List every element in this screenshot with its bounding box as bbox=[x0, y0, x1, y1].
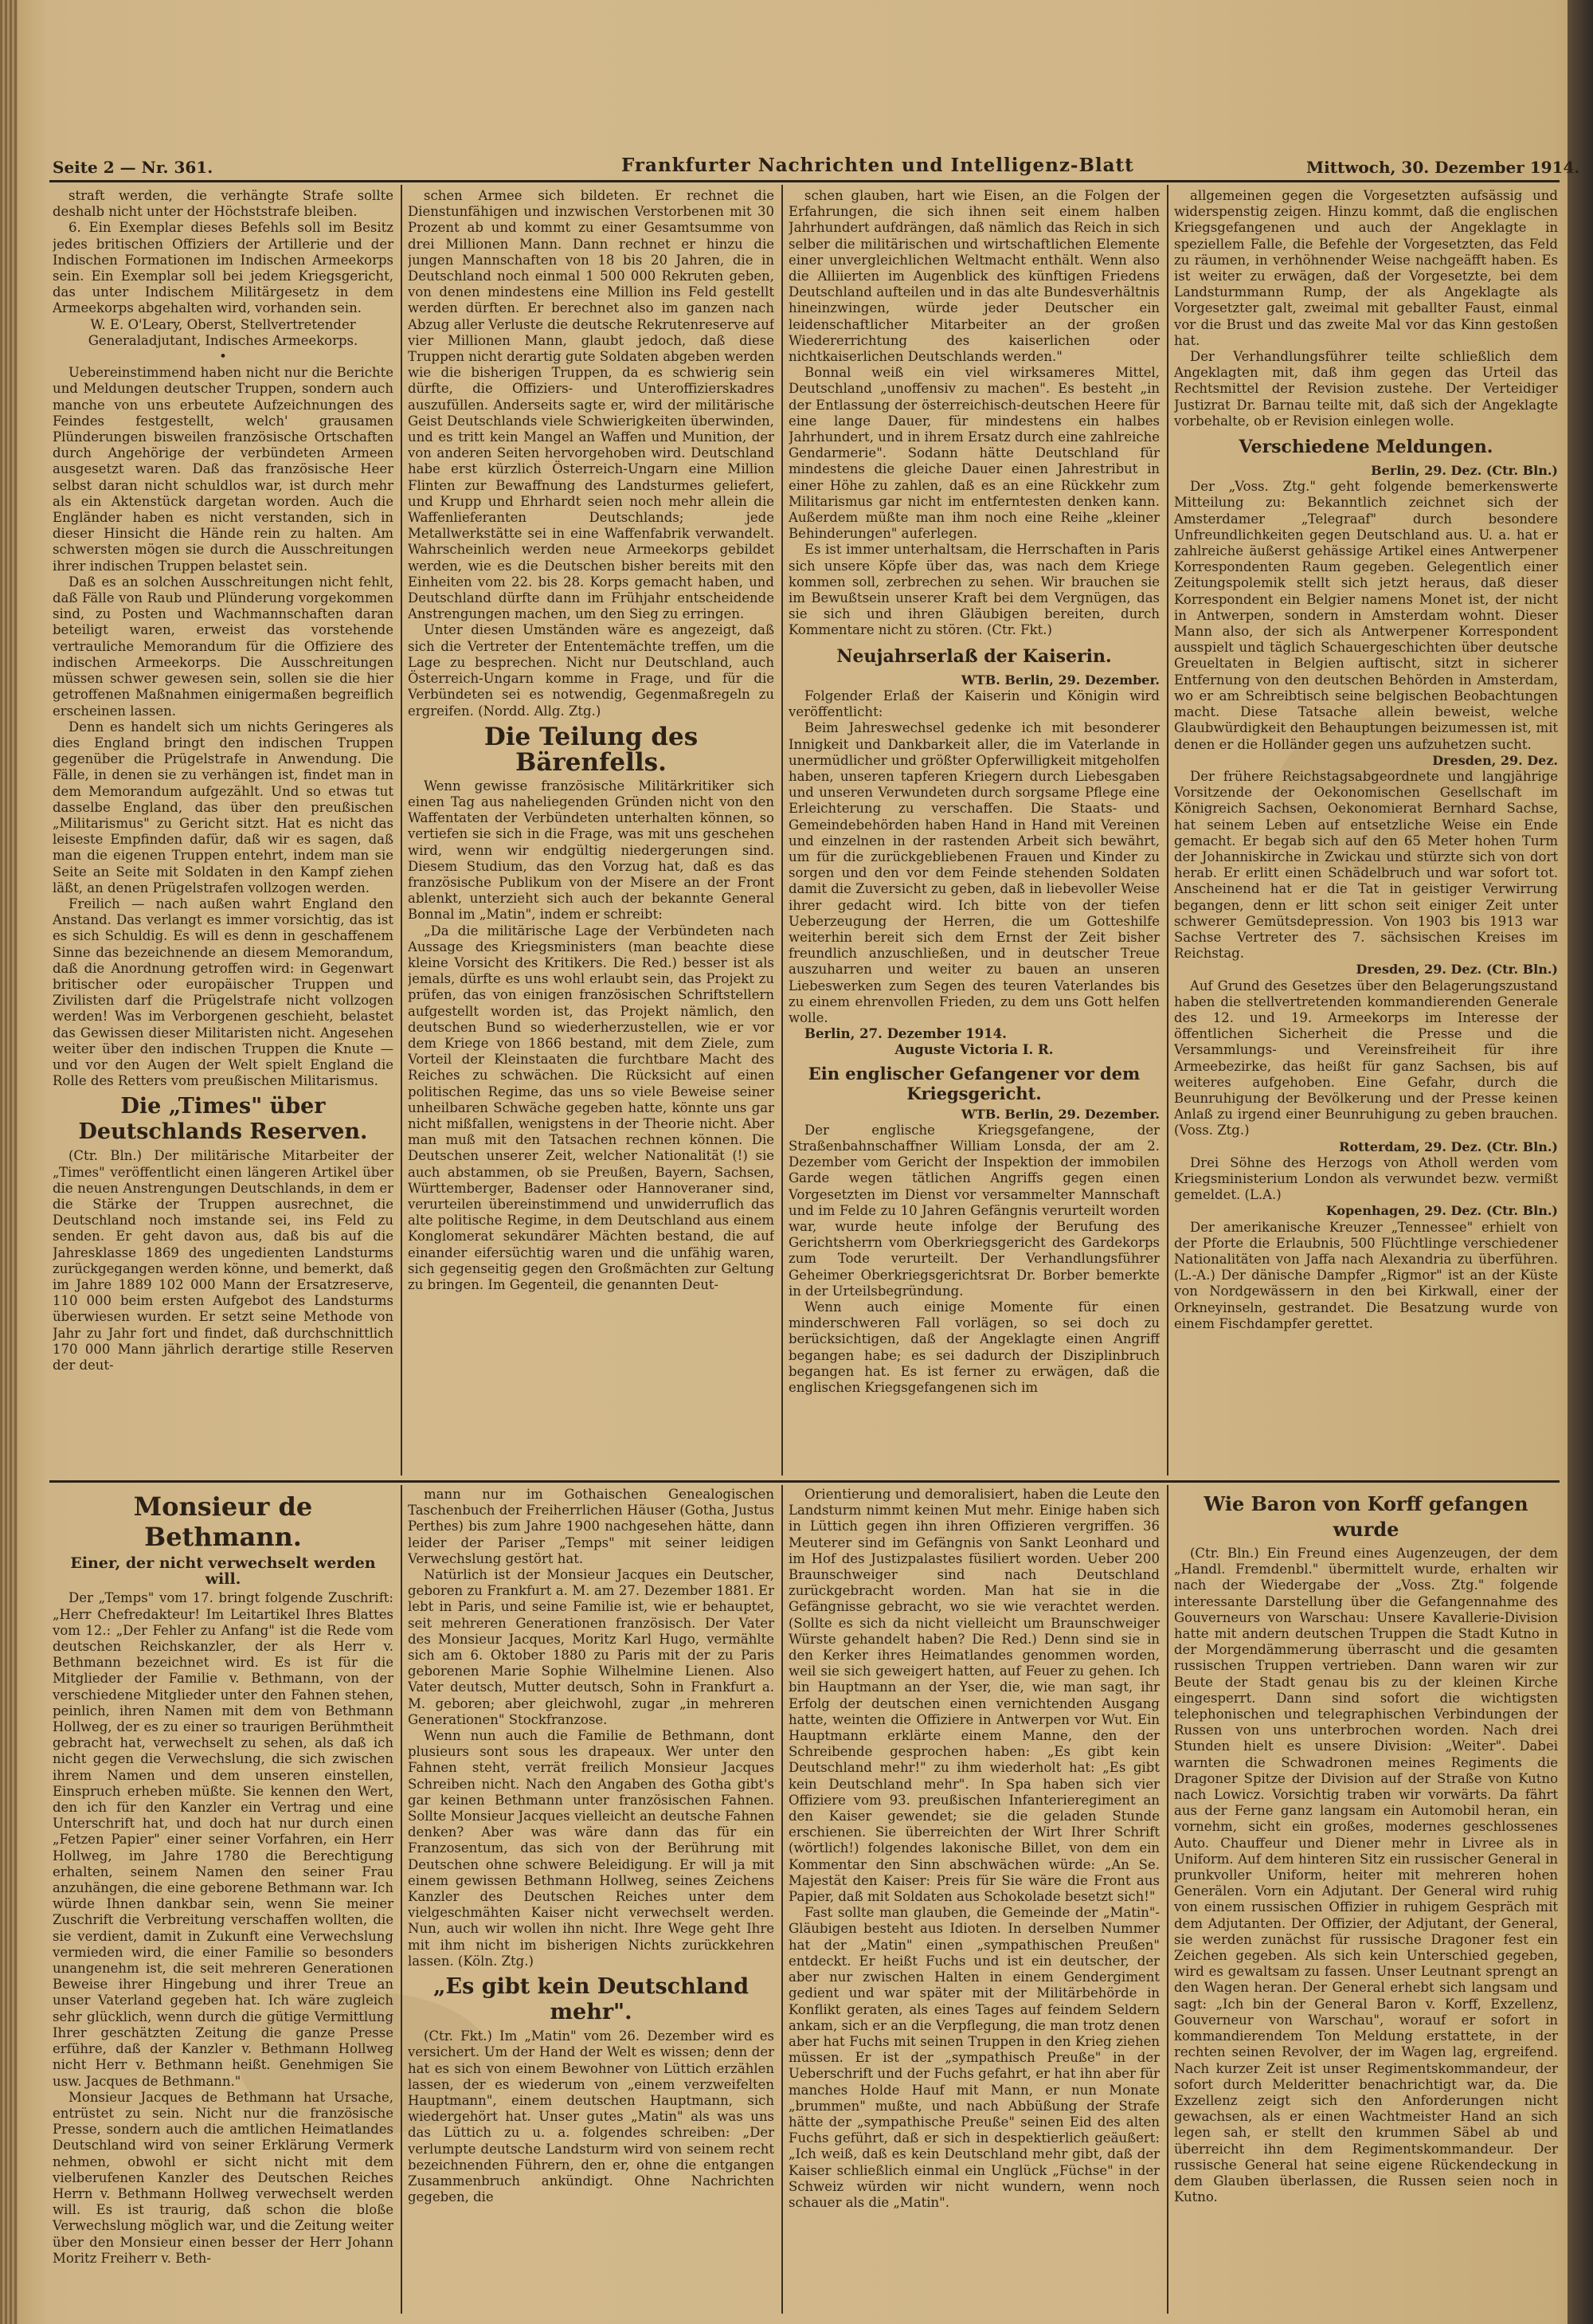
paragraph: Orientierung und demoralisiert, haben die Leute den Landsturm nimmt keinen Mut mehr. Einige haben sich in Lüttich gegen ihn ihren Offizieren vergriffen. 36 Meuterer sind im Gefängnis von Sankt Leonhard und im Hof des Justizpalastes füsiliert worden. Ueber 200 Braunschweiger sind nach Deutschland zurückgebracht worden. Man hat sie in die Gefängnisse gebracht, wo sie wie verachtet werden. (Sollte es sich da nicht vielleicht um Braunschweiger Würste gehandelt haben? Die Red.) Denn sind sie in den Kerker ihres Heimatlandes genommen worden, weil sie sich geweigert hatten, auf Feuer zu gehen. Ich bin Hauptmann an der Yser, die, wie man sagt, ihr Erfolg der deutschen einen vernichtenden Ausgang hatte, weinten die Offiziere in Antwerpen vor Wut. Ein Hauptmann erklärte einem Manne, den der Schreibende gesprochen haben: „Es gibt kein Deutschland mehr!" zu ihm wiederholt hat: „Es gibt kein Deutschland mehr". In Spa haben sich vier Offiziere vom 93. preußischen Infanterieregiment an den Kaiser gewendet; sie die geladen Stunde erschienen. Sie überreichten der Wirt Ihrer Schrift (wörtlich!) folgendes lakonische Billet, von dem ein Kommentar den Sinn abschwächen würde: „An Se. Majestät den Kaiser: Preis für Sie wäre die Front aus Papier, daß mit Soldaten aus Schokolade besetzt sich!" bbox=[789, 1487, 1160, 1905]
column-divider bbox=[1167, 185, 1168, 1476]
paragraph: Daß es an solchen Ausschreitungen nicht fehlt, daß Fälle von Raub und Plünderung vorgekommen sind, zu Posten und Wachmannschaften daran beteiligt waren, erweist das vorstehende vertrauliche Memorandum für die Offiziere des indischen Armeekorps. Die Ausschreitungen müssen schwer gewesen sein, sollen sie die hier getroffenen Maßnahmen einigermaßen begreiflich erscheinen lassen. bbox=[53, 574, 393, 719]
paragraph: Fast sollte man glauben, die Gemeinde der „Matin"-Gläubigen besteht aus Idioten. In derselben Nummer hat der „Matin" einen „sympathischen Preußen" entdeckt. Er heißt Fuchs und ist ein deutscher, der aber nur zwischen Halten in einem Gendergiment gedient und war später mit der Militärbehörde in Konflikt geraten, als eines Tages auf feindem Seldern ankam, sich er an die Verpflegung, die man trotz denen aber hat Fuchs mit seinen Truppen in den Krieg ziehen müssen. Er ist der „sympathisch Preuße" in der Ueberschrift und der Fuchs gefahrt, er hat ihn aber für manches Holde Hauf mit Mann, er nun Monate „brummen" mußte, und nach Abbüßung der Strafe hätte der „sympathische Preuße" seinen Eid des alten Fuchs geführt, daß er sich in despektierlich geäußert: „Ich weiß, daß es kein Deutschland mehr gibt, daß der Kaiser schließlich einmal ein Unglück „Füchse" in der Schweiz würden wir nicht wundern, wenn noch schauer als die „Matin". bbox=[789, 1905, 1160, 2210]
column-divider bbox=[401, 1485, 402, 2314]
bottom-column-4 bbox=[1174, 1487, 1558, 2315]
article-headline: Monsieur de Bethmann. bbox=[133, 1491, 313, 1552]
column-divider bbox=[781, 185, 783, 1476]
header-rule bbox=[49, 180, 1560, 182]
article-headline: Die „Times" über Deutschlands Reserven. bbox=[78, 1094, 368, 1145]
paragraph: Monsieur Jacques de Bethmann hat Ursache, entrüstet zu sein. Nicht nur die französische Presse, sondern auch die amtlichen Heimatlandes Deutschland wird von seiner Erklärung Vermerk nehmen, obwohl er sicht nicht mit dem vielberufenen Kanzler des Deutschen Reiches Herrn v. Bethmann Hollweg verwechselt werden will. Es ist traurig, daß schon die bloße Verwechslung möglich war, und die Zeitung weiter über den Monsieur einen besser der Herr Johann Moritz Freiherr v. Beth- bbox=[53, 2089, 393, 2266]
column-divider bbox=[1167, 1485, 1168, 2314]
article-headline: Verschiedene Meldungen. bbox=[1239, 437, 1493, 458]
adjacent-page-edge bbox=[1568, 0, 1593, 2324]
paragraph: (Ctr. Bln.) Ein Freund eines Augenzeugen, der dem „Handl. Fremdenbl." übermittelt wurde, erhalten wir nach der Wiedergabe der „Voss. Ztg." folgende interessante Darstellung über die Gefangennahme des Gouverneurs von Warschau: Unsere Kavallerie-Division hatte mit andern deutschen Truppen die Stadt Kutno in der Morgendämmerung überrascht und die gesamten russischen Truppen vertrieben. Dann waren wir zur Beute der Stadt genau bis zu der kleinen Kirche eingesperrt. Dann sind sofort die wichtigsten telephonischen und telegraphischen Verbindungen der Russen von uns unterbrochen worden. Nach drei Stunden hielt es unsere Division: „Weiter". Dabei warnten die Schwadronen meines Regiments die Dragoner Spitze der Division auf der Straße von Kutno nach Lowicz. Vorsichtig traben wir vorwärts. Da fährt aus der Ferne ganz langsam ein Automobil heran, ein vornehm, sicht ein großes, modernes geschlossenes Auto. Chauffeur und Diener mehr in Livree als in Uniform. Auf dem hinteren Sitz ein russischer General in prunkvoller Uniform, heiter mit mehreren hohen Generälen. Vorn ein Adjutant. Der General wird ruhig von einem russischen Offizier in ruhigem Gespräch mit dem Adjutanten. Der Offizier, der Adjutant, der General, sie werden zunächst für russische Dragoner fest ein Zeichen gegeben. Als sich kein Unterschied gegeben, wird es gewaltsam zu fassen. Unser Leutnant sprengt an den Wagen heran. Der General erhebt sich langsam und sagt: „Ich bin der General Baron v. Korff, Exzellenz, Gouverneur von Warschau", worauf er sofort in kommandierendem Ton Meldung erstattete, in der rechten seinen Revolver, der im Wagen lag, ergreifend. Nach kurzer Zeit ist unser Regimentskommandeur, der sofort durch Melderitter benachrichtigt war, da. Die Exzellenz zeigt sich den Anforderungen nicht gewachsen, als er einen Wachtmeister Hand an sich legen sah, er stellt den krummen Säbel ab und überreicht ihn dem Regimentskommandeur. Der russische General hat seine eigene Rückendeckung in dem Glauben überlassen, die Russen seien noch in Kutno. bbox=[1174, 1546, 1558, 2205]
bottom-column-3 bbox=[789, 1487, 1160, 2315]
page-binding bbox=[0, 0, 18, 2324]
news-item: Auf Grund des Gesetzes über den Belagerungszustand haben die stellvertretenden kommandierenden Generale des 12. und 19. Armeekorps im Interesse der öffentlichen Sicherheit die Presse und die Versammlungs- und Vereinsfreiheit für ihre Armeebezirke, das heißt für ganz Sachsen, bis auf weiteres aufgehoben. Eine Gefahr, durch die Beunruhigung der Bevölkerung und der Presse keinen Anlaß zu irgend einer Beunruhigung zu geben brauchen. (Voss. Ztg.) bbox=[1174, 978, 1558, 1138]
paragraph: Der englische Kriegsgefangene, der Straßenbahnschaffner William Lonsda, der am 2. Dezember vom Gericht der Inspektion der immobilen Garde wegen tätlichen Angriffs gegen einen Vorgesetzten im Dienst vor versammelter Mannschaft und im Felde zu 10 Jahren Gefängnis verurteilt worden war, wurde heute infolge der Berufung des Gerichtsherrn vom Oberkriegsgericht des Gardekorps zum Tode verurteilt. Der Verhandlungsführer Geheimer Oberkriegsgerichtsrat Dr. Borber bemerkte in der Urteilsbegründung. bbox=[789, 1122, 1160, 1299]
article-headline: Ein englischer Gefangener vor dem Kriegsgericht. bbox=[808, 1063, 1141, 1103]
article-headline: Die Teilung des Bärenfells. bbox=[483, 722, 699, 777]
column-divider bbox=[781, 1485, 783, 2314]
signature: Auguste Victoria I. R. bbox=[894, 1042, 1054, 1058]
paragraph: Der „Temps" vom 17. bringt folgende Zuschrift: „Herr Chefredakteur! Im Leitartikel Ihres Blattes vom 12.: „Der Fehler zu Anfang" ist die Rede vom deutschen Reichskanzler, der als Herr v. Bethmann bezeichnet wird. Es ist für die Mitglieder der Familie v. Bethmann, von der verschiedene Mitglieder unter den Fahnen stehen, peinlich, ihren Namen mit dem von Bethmann Hollweg, der es zu einer so traurigen Berühmtheit gebracht hat, verwechselt zu sehen, als daß ich nicht gegen die Verwechslung, die sich zwischen ihrem Namen und dem unseren einstellen, Einspruch erheben müßte. Sie kennen den Wert, den ich für den Kanzler ein Vertrag und eine Unterschrift hat, und doch hat nur durch einen „Fetzen Papier" einer seiner Vorfahren, ein Herr Hollweg, im Jahre 1780 die Berechtigung erhalten, seinem Namen den seiner Frau anzuhängen, die eine geborene Bethmann war. Ich würde Ihnen dankbar sein, wenn Sie meiner Zuschrift die Verbreitung verschaffen wollten, die sie verdient, damit in Zukunft eine Verwechslung vermieden wird, die einer Familie so besonders unangenehm ist, die seit mehreren Generationen Beweise ihrer Hingebung und ihrer Treue an unser Vaterland gegeben hat. Ich wäre zugleich sehr glücklich, wenn durch die gütige Vermittlung Ihrer geschätzten Zeitung die ganze Presse erführe, daß der Kanzler v. Bethmann Hollweg nicht Herr v. Bethmann heißt. Genehmigen Sie usw. Jacques de Bethmann." bbox=[53, 1590, 393, 2089]
page-number: Seite 2 — Nr. 361. bbox=[53, 158, 213, 177]
separator: • bbox=[219, 349, 227, 365]
bottom-column-2 bbox=[408, 1487, 774, 2315]
news-item: Der amerikanische Kreuzer „Tennessee" erhielt von der Pforte die Erlaubnis, 500 Flüchtlinge verschiedener Nationalitäten von Jaffa nach Alexandria zu überführen. (L.-A.) Der dänische Dampfer „Rigmor" ist an der Küste von Nordgewässern in den bei Kirkwall, einer der Orkneyinseln, gestrandet. Die Besatzung wurde von einem Fischdampfer gerettet. bbox=[1174, 1219, 1558, 1331]
dateline: Kopenhagen, 29. Dez. (Ctr. Bln.) bbox=[1325, 1203, 1558, 1219]
signature: W. E. O'Leary, Oberst, Stellvertretender Generaladjutant, Indisches Armeekorps. bbox=[88, 316, 358, 348]
column-2 bbox=[408, 188, 774, 1472]
paragraph: 6. Ein Exemplar dieses Befehls soll im Besitz jedes britischen Offiziers der Artillerie und der Indischen Formationen im Indischen Armeekorps sein. Ein Exemplar soll bei jedem Kriegsgericht, das unter Indischem Militärgesetz in dem Armeekorps abgehalten wird, vorhanden sein. bbox=[53, 220, 393, 316]
dateline: Berlin, 29. Dez. (Ctr. Bln.) bbox=[1371, 463, 1558, 479]
paragraph: Natürlich ist der Monsieur Jacques ein Deutscher, geboren zu Frankfurt a. M. am 27. Dezember 1881. Er lebt in Paris, und seine Familie ist, wie er behauptet, seit mehreren Generationen französisch. Der Vater des Monsieur Jacques, Moritz Karl Hugo, vermählte sich am 6. Oktober 1880 zu Paris mit der zu Paris geborenen Marie Sophie Wilhelmine Lienen. Also Vater deutsch, Mutter deutsch, Sohn in Frankfurt a. M. geboren; aber gleichwohl, zugar „in mehreren Generationen" Stockfranzose. bbox=[408, 1567, 774, 1727]
news-item: Der „Voss. Ztg." geht folgende bemerkenswerte Mitteilung zu: Bekanntlich zeichnet sich der Amsterdamer „Telegraaf" durch besondere Unfreundlichkeiten gegen Deutschland aus. U. a. hat er zahlreiche äußerst gehässige Artikel eines Antwerpener Korrespondenten Raum gegeben. Gelegentlich einer Zeitungspolemik stellt sich jetzt heraus, daß dieser Korrespondent ein Belgier namens Monet ist, der nicht in Antwerpen, sondern in Amsterdam wohnt. Dieser Mann also, der sich als Antwerpener Korrespondent ausspielt und täglich Schauergeschichten über deutsche Greueltaten in Belgien auftischt, sitzt in sicherer Entfernung von den deutschen Behörden in Amsterdam, wo er am Schreibtisch seine belgischen Beobachtungen macht. Diese Tatsache allein beweist, welche Glaubwürdigkeit den Behauptungen beizumessen ist, mit denen er die Holländer gegen uns aufzuhetzen sucht. bbox=[1174, 479, 1558, 752]
paragraph: (Ctr. Fkt.) Im „Matin" vom 26. Dezember wird es versichert. Um der Hand der Welt es wissen; denn der hat es sich von einem Bewohner von Lüttich erzählen lassen, der es wiederum von „einem verzweifelten Hauptmann", einem deutschen Hauptmann, sich wiedergehört hat. Unser gutes „Matin" als was uns das Lüttich zu u. a. folgendes schreiben: „Der verlumpte deutsche Landsturm wird von seinem recht bezeichnenden Führern, den er, ohne die entgangen Zusammenbruch ankündigt. Ohne Nachrichten gegeben, die bbox=[408, 2028, 774, 2205]
paragraph: Freilich — nach außen wahrt England den Anstand. Das verlangt es immer vorsichtig, das ist es sich Schuldig. Es will es denn in geschaffenem Sinne das bezeichnende an diesem Memorandum, daß die Anordnung getroffen wird: in Gegenwart britischer oder europäischer Truppen und Zivilisten darf die Prügelstrafe nicht vollzogen werden! Was im Verborgenen geschieht, belastet das Gewissen dieser Militaristen nicht. Angesehen weiter über den indischen Truppen die Knute — und vor den Augen der Welt spielt England die Rolle des Retters vom preußischen Militarismus. bbox=[53, 896, 393, 1089]
paragraph: mann nur im Gothaischen Genealogischen Taschenbuch der Freiherrlichen Häuser (Gotha, Justus Perthes) bis zum Jahre 1900 nachgesehen hätte, dann leider der Pariser „Temps" mit seiner leidigen Verwechslung gestört hat. bbox=[408, 1487, 774, 1566]
paragraph: Beim Jahreswechsel gedenke ich mit besonderer Innigkeit und Dankbarkeit aller, die im Vaterlande in unermüdlicher und größter Opferwilligkeit mitgeholfen haben, unseren tapferen Kriegern durch Liebesgaben und unseren Verwundeten durch sorgsame Pflege eine Erleichterung zu verschaffen. Die Staats- und Gemeindebehörden haben Hand in Hand mit Vereinen und einzelnen in der rastenden Arbeit sich bewährt, um für die zurückgebliebenen Frauen und Kinder zu sorgen und den vor dem Feinde stehenden Soldaten damit die Zuversicht zu geben, daß in liebevoller Weise ihrer gedacht wird. Ich bitte von der tiefen Ueberzeugung der Herren, die um Gotteshilfe weiterhin bereit sich dem Ernst der Zeit bisher freundlich anzuschließen, und in deutscher Treue auszuharren und weiter zu bauen an unseren Liebeswerken zum Segen des teuren Vaterlandes bis zu einem ehrenvollen Frieden, zu dem uns Gott helfen wolle. bbox=[789, 720, 1160, 1025]
dateline: Dresden, 29. Dez. bbox=[1432, 752, 1558, 768]
article-headline: Neujahrserlaß der Kaiserin. bbox=[836, 645, 1112, 667]
news-item: Drei Söhne des Herzogs von Atholl werden vom Kriegsministerium London als verwundet bezw. vermißt gemeldet. (L.A.) bbox=[1174, 1154, 1558, 1203]
article-headline: Wie Baron von Korff gefangen wurde bbox=[1204, 1492, 1528, 1541]
paragraph: Folgender Erlaß der Kaiserin und Königin wird veröffentlicht: bbox=[789, 688, 1160, 720]
place-date: Berlin, 27. Dezember 1914. bbox=[804, 1026, 1007, 1042]
dateline: WTB. Berlin, 29. Dezember. bbox=[961, 672, 1160, 688]
issue-date: Mittwoch, 30. Dezember 1914. bbox=[1306, 158, 1580, 177]
masthead-title: Frankfurter Nachrichten und Intelligenz-Blatt bbox=[621, 155, 1134, 176]
paragraph: schen Armee sich bildeten. Er rechnet die Dienstunfähigen und inzwischen Verstorbenen mit 30 Prozent ab und kommt zu einer Gesamtsumme von drei Millionen Mann. Dann rechnet er hinzu die jungen Mannschaften von 18 bis 20 Jahren, die in Deutschland noch einmal 1 500 000 Rekruten geben, von denen mindestens eine Million ins Feld gestellt werden dürften. Er berechnet also im ganzen nach Abzug aller Verluste die deutsche Rekrutenreserve auf vier Millionen Mann, glaubt jedoch, daß diese Truppen nicht derartig gute Soldaten abgeben werden wie die bisherigen Truppen, da es schwierig sein dürfte, die Offiziers- und Unteroffizierskadres auszufüllen. Anderseits sagte er, wird der militärische Geist Deutschlands viele Schwierigkeiten überwinden, und es tritt kein Mangel an Waffen und Munition, der von anderen Seiten hervorgehoben wird. Deutschland habe erst kürzlich Österreich-Ungarn eine Million Flinten zur Bewaffnung des Landsturmes geliefert, und Krupp und Ehrhardt seien noch mehr allein die Waffenlieferanten Deutschlands; jede Metallwerkstätte sei in eine Waffenfabrik verwandelt. Wahrscheinlich werden neue Armeekorps gebildet werden, wie es die Deutschen bisher bereits mit den Einheiten vom 22. bis 28. Korps gemacht haben, und Deutschland dürfte dann im Frühjahr entscheidende Anstrengungen machen, um den Sieg zu erringen. bbox=[408, 188, 774, 622]
article-headline: „Es gibt kein Deutschland mehr". bbox=[433, 1974, 749, 2025]
article-subheadline: Einer, der nicht verwechselt werden will. bbox=[70, 1554, 376, 1589]
section-rule bbox=[49, 1480, 1560, 1483]
paragraph: Wenn auch einige Momente für einen minderschweren Fall vorlägen, so sei doch zu berücksichtigen, daß der Angeklagte einen Angriff begangen habe; es sei dadurch der Disziplinbruch begangen hat. Es ist ferner zu erwägen, daß die englischen Kriegsgefangenen sich im bbox=[789, 1299, 1160, 1396]
paragraph: „Da die militärische Lage der Verbündeten nach Aussage des Kriegsministers (man beachte diese kleine Vorsicht des Kritikers. Die Red.) besser ist als jemals, dürfte es uns wohl erlaubt sein, das Projekt zu prüfen, das von einigen französischen Schriftstellern aufgestellt worden ist, das Projekt nämlich, den deutschen Bund so wiederherzustellen, wie er vor dem Kriege von 1866 bestand, mit dem Ziele, zum Vorteil der Kleinstaaten die furchtbare Macht des Reiches zu schwächen. Die Rücksicht auf einen politischen Regime, das uns so viele Beweise seiner unheilbaren Schwäche gegeben hatte, könnte uns gar nicht mißfallen, wenigstens in der Theorie nicht. Aber man muß mit den Tatsachen rechnen können. Die Deutschen unserer Zeit, welcher Nationalität (!) sie auch abstammen, ob sie Preußen, Bayern, Sachsen, Württemberger, Badenser oder Hannoveraner sind, verurteilen übereinstimmend und unwiderruflich das alte politische Regime, in dem Deutschland aus einem Konglomerat sekundärer Mächten bestand, die auf einander eifersüchtig waren und die unfähig waren, sich gegenseitig gegen den Großmächten zur Geltung zu bringen. Im Gegenteil, die genannten Deut- bbox=[408, 923, 774, 1292]
paragraph: Uebereinstimmend haben nicht nur die Berichte und Meldungen deutscher Truppen, sondern auch manche von uns erbeutete Aufzeichnungen des Feindes festgestellt, welch' grausamen Plünderungen bisweilen französische Ortschaften durch Angehörige der verbündeten Armeen ausgesetzt waren. Daß das französische Heer selbst daran nicht schuldlos war, ist durch mehr als ein Aktenstück dargetan worden. Auch die Engländer haben es nicht verstanden, sich in dieser Hinsicht die Hände rein zu halten. Am schwersten mögen sie durch die Ausschreitungen ihrer indischen Truppen belastet sein. bbox=[53, 365, 393, 574]
paragraph: Es ist immer unterhaltsam, die Herrschaften in Paris sich unsere Köpfe über das, was nach dem Kriege kommen soll, zerbrechen zu sehen. Wir brauchen sie im Bewußtsein unserer Kraft bei dem Vergnügen, das sie sich und ihren Gläubigen bereiten, durch Kommentare nicht zu stören. (Ctr. Fkt.) bbox=[789, 542, 1160, 638]
column-4 bbox=[1174, 188, 1558, 1472]
paragraph: Unter diesen Umständen wäre es angezeigt, daß sich die Vertreter der Ententemächte treffen, um die Lage zu besprechen. Nicht nur Deutschland, auch Österreich-Ungarn komme in Frage, und für die Verbündeten sei es notwendig, Gegenmaßregeln zu ergreifen. (Nordd. Allg. Ztg.) bbox=[408, 622, 774, 719]
paragraph: Wenn gewisse französische Militärkritiker sich einen Tag aus naheliegenden Gründen nicht von den Waffentaten der Verbündeten unterhalten können, so vertiefen sie sich in die Frage, was mit uns geschehen wird, wenn wir endgültig niedergerungen sind. Diesem Studium, das den Vorzug hat, daß es das französische Publikum von der Misere an der Front ablenkt, unterzieht sich auch der bekannte General Bonnal im „Matin", indem er schreibt: bbox=[408, 778, 774, 923]
paragraph: schen glauben, hart wie Eisen, an die Folgen der Erfahrungen, die sich ihnen seit einem halben Jahrhundert aufdrängen, daß nämlich das Reich in sich selber die militärischen und wirtschaftlichen Elemente einer unvergleichlichen Weltmacht enthält. Wenn also die Alliierten im Augenblick des künftigen Friedens Deutschland aufteilen und in das alte Bundesverhältnis hineinzwingen, würde jeder Deutscher ein leidenschaftlicher Mitarbeiter an der großen Wiedererrichtung des kaiserlichen oder nichtkaiserlichen Deutschlands werden." bbox=[789, 188, 1160, 365]
dateline: Rotterdam, 29. Dez. (Ctr. Bln.) bbox=[1339, 1138, 1558, 1154]
paragraph: (Ctr. Bln.) Der militärische Mitarbeiter der „Times" veröffentlicht einen längeren Artikel über die neuen Anstrengungen Deutschlands, in dem er die Stärke der Truppen ausrechnet, die Deutschland noch imstande sei, ins Feld zu senden. Er geht davon aus, daß bis auf die Jahresklasse 1869 des ungedienten Landsturms zurückgegangen werden könne, und bemerkt, daß im Jahre 1889 102 000 Mann der Ersatzreserve, 110 000 beim ersten Aufgebot des Landsturms überwiesen wurden. Er setzt seine Methode von Jahr zu Jahr fort und findet, daß durchschnittlich 170 000 Mann jährlich derartige stille Reserven der deut- bbox=[53, 1148, 393, 1374]
column-divider bbox=[401, 185, 402, 1476]
paragraph: Wenn nun auch die Familie de Bethmann, dont plusieurs sont sous les drapeaux. Wer unter den Fahnen steht, verrät freilich Monsieur Jacques Schreiben nicht. Nach den Angaben des Gotha gibt's gar keinen Bethmann unter französischen Fahnen. Sollte Monsieur Jacques vielleicht an deutsche Fahnen denken? Aber was wäre dann das für ein Franzosentum, das sich von der Berührung mit Deutschen ohne schwere Beleidigung. Er will ja mit einem gewissen Bethmann Hollweg, seines Zeichens Kanzler des Deutschen Reiches unter dem vielgeschmähten Kaiser nicht verwechselt werden. Nun, auch wir wollen ihn nicht. Ihre Wege geht Ihre mit ihm nicht im bisherigen Nichts zurückkehren lassen. (Köln. Ztg.) bbox=[408, 1728, 774, 1969]
dateline: WTB. Berlin, 29. Dezember. bbox=[961, 1106, 1160, 1122]
paragraph: straft werden, die verhängte Strafe sollte deshalb nicht unter der Höchststrafe bleiben. bbox=[53, 188, 393, 220]
dateline: Dresden, 29. Dez. (Ctr. Bln.) bbox=[1356, 962, 1558, 978]
news-item: Der frühere Reichstagsabgeordnete und langjährige Vorsitzende der Oekonomischen Gesellschaft im Königreich Sachsen, Oekonomierat Bernhard Sachse, hat seinem Leben auf entsetzliche Weise ein Ende gemacht. Er begab sich auf den 65 Meter hohen Turm der Johanniskirche in Zwickau und stürzte sich von dort herab. Er erlitt einen Schädelbruch und war sofort tot. Anscheinend hat er die Tat in geistiger Verwirrung begangen, denn er litt schon seit einiger Zeit unter schwerer Gemütsdepression. Von 1903 bis 1913 war Sachse Vertreter des 7. sächsischen Kreises im Reichstag. bbox=[1174, 768, 1558, 962]
paragraph: Bonnal weiß ein viel wirksameres Mittel, Deutschland „unoffensiv zu machen". Es besteht „in der Entlassung der österreichisch-deutschen Heere für eine lange Dauer, für mindestens ein halbes Jahrhundert, und in ihrem Ersatz durch eine zahlreiche Gendarmerie". Sodann hätte Deutschland für mindestens die gleiche Dauer einen Jahrestribut in einer Höhe zu zahlen, daß es an eine Rückkehr zum Militarismus gar nicht im entferntesten denken kann. Außerdem müßte man ihm noch eine Reihe „kleiner Behinderungen" auferlegen. bbox=[789, 365, 1160, 542]
paragraph: Denn es handelt sich um nichts Geringeres als dies England bringt den indischen Truppen gegenüber die Prügelstrafe in Anwendung. Die Fälle, in denen sie zu verhängen ist, findet man in dem Memorandum aufgezählt. Und so etwas tut dasselbe England, das über den preußischen „Militarismus" zu Gericht sitzt. Hat es nicht das leiseste Empfinden dafür, daß wir es sagen, daß man die eigenen Truppen entehrt, indem man sie Seite an Seite mit Soldaten in den Kampf ziehen läßt, an denen Prügelstrafen vollzogen werden. bbox=[53, 719, 393, 896]
column-3 bbox=[789, 188, 1160, 1472]
column-1 bbox=[53, 188, 393, 1472]
paragraph: allgemeinen gegen die Vorgesetzten aufsässig und widerspenstig zeigen. Hinzu kommt, daß die englischen Kriegsgefangenen und auch der Angeklagte in speziellem Falle, die Befehle der Vorgesetzten, das Feld zu räumen, in verhöhnender Weise nachgeäfft haben. Es ist weiter zu erwägen, daß der Vorgesetzte, bei dem Landsturmmann Rump, der als Angeklagte als Vorgesetzter galt, zweimal mit geballter Faust, einmal vor die Brust und das zweite Mal vor das Kinn gestoßen hat. bbox=[1174, 188, 1558, 348]
bottom-column-1 bbox=[53, 1487, 393, 2315]
paragraph: Der Verhandlungsführer teilte schließlich dem Angeklagten mit, daß ihm gegen das Urteil das Rechtsmittel der Revision zustehe. Der Verteidiger Justizrat Dr. Barnau teilte mit, daß sich der Angeklagte vorbehalte, ob er Revision einlegen wolle. bbox=[1174, 349, 1558, 429]
